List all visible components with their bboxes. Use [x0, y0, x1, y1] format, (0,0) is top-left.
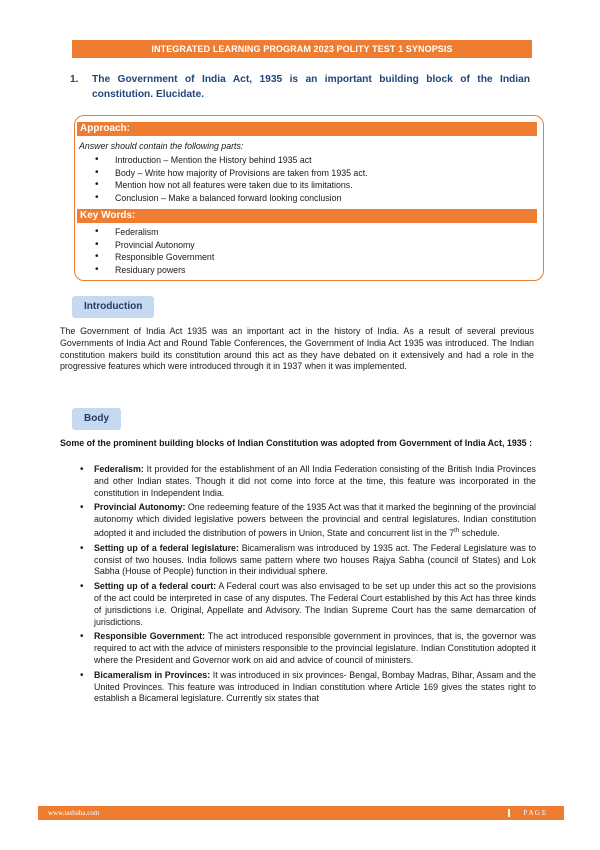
bullet-icon: • [80, 464, 84, 475]
list-item: • Conclusion – Make a balanced forward looking conclusion [95, 191, 342, 203]
body-tab: Body [72, 408, 121, 430]
approach-box [74, 115, 544, 281]
list-item: • Responsible Government [95, 251, 215, 262]
approach-heading: Approach: [77, 122, 537, 136]
bullet-icon: • [80, 542, 84, 554]
bullet-icon: • [95, 226, 99, 237]
question-text: The Government of India Act, 1935 is an important building block of the Indian constitution. Elucidate. [92, 74, 530, 100]
bullet-icon: • [95, 179, 99, 190]
list-item: • Introduction – Mention the History behind 1935 act [95, 154, 312, 165]
list-item: • Federalism: It provided for the establishment of an All India Federation consisting of the British India Provinces and other Indian states. Though it did not come into force at the time, this feature was incorporated in the constitution in Independent India. [80, 464, 536, 498]
bullet-icon: • [80, 669, 84, 681]
bullet-icon: • [95, 238, 99, 250]
list-item: • Setting up of a federal court: A Federal court was also envisaged to be set up under this act so the provisions of the act could be interpreted in case of any disputes. The Federal Court established by this Act has three kinds of jurisdictions i.e. Original, Appellate and Advisory. The Indian Supreme Court has the same demarcation of jurisdictions. [80, 581, 536, 627]
body-lead: Some of the prominent building blocks of Indian Constitution was adopted from Government of India Act, 1935 : [60, 438, 533, 448]
list-item: • Body – Write how majority of Provisions are taken from 1935 act. [95, 166, 368, 178]
footer-website: www.iasbaba.com [48, 809, 100, 817]
bullet-icon: • [95, 191, 99, 203]
list-item: • Setting up of a federal legislature: Bicameralism was introduced by 1935 act. The Federal Legislature was to consist of two houses. India follows same pattern where two houses Rajya Sabha (council of States) and Lok Sabha (House of People) function in their individual sphere. [80, 542, 537, 577]
keywords-list [93, 226, 214, 276]
introduction-text: The Government of India Act 1935 was an important act in the history of India. As a result of several previous Governments of India Act and Round Table Conferences, the Government of India Act 1935 was introduced. The Indian constitution makers build its constitution around this act as they have debated on it extensively and had a role in the progressive features which were introduced through it in 1937 when it was implemented. [60, 326, 534, 372]
bullet-icon: • [95, 263, 99, 275]
bullet-icon: • [95, 154, 99, 165]
list-item: • Federalism [95, 226, 159, 237]
approach-list [93, 154, 368, 204]
bullet-icon: • [80, 581, 84, 593]
bullet-icon: • [95, 251, 99, 262]
list-item: • Mention how not all features were taken due to its limitations. [95, 179, 353, 190]
question [70, 72, 530, 102]
footer-bar [38, 806, 564, 820]
bullet-icon: • [80, 502, 84, 514]
approach-note: Answer should contain the following parts: [79, 141, 244, 151]
list-item: • Provincial Autonomy [95, 238, 195, 250]
list-item: • Bicameralism in Provinces: It was introduced in six provinces- Bengal, Bombay Madras, Bihar, Assam and the United Provinces. This feature was introduced in Indian constitution where Article 169 gives the states right to establish a Bicameral legislature. Currently six states that [80, 669, 536, 704]
list-item: • Residuary powers [95, 263, 186, 275]
body-points [60, 464, 536, 708]
keywords-heading: Key Words: [77, 209, 537, 223]
footer-page-label: P A G E [523, 809, 546, 817]
bullet-icon: • [95, 166, 99, 178]
footer-separator [508, 809, 510, 817]
header-banner: INTEGRATED LEARNING PROGRAM 2023 POLITY TEST 1 SYNOPSIS [72, 40, 532, 58]
list-item: • Responsible Government: The act introduced responsible government in provinces, that is, the governor was required to act with the advice of ministers responsible to the provincial legislature. Indian Constitution adopted it where the President and Governor work on aid and advice of council of ministers. [80, 631, 536, 665]
list-item: • Provincial Autonomy: One redeeming feature of the 1935 Act was that it marked the beginning of the provincial autonomy which divided legislative powers between the provincial and central legislatures. Indian constitution adopted it and included the distribution of powers in Union, State and concurrent list in the 7th schedule. [80, 502, 537, 538]
question-number: 1. [70, 74, 79, 85]
bullet-icon: • [80, 631, 84, 643]
introduction-tab: Introduction [72, 296, 154, 318]
